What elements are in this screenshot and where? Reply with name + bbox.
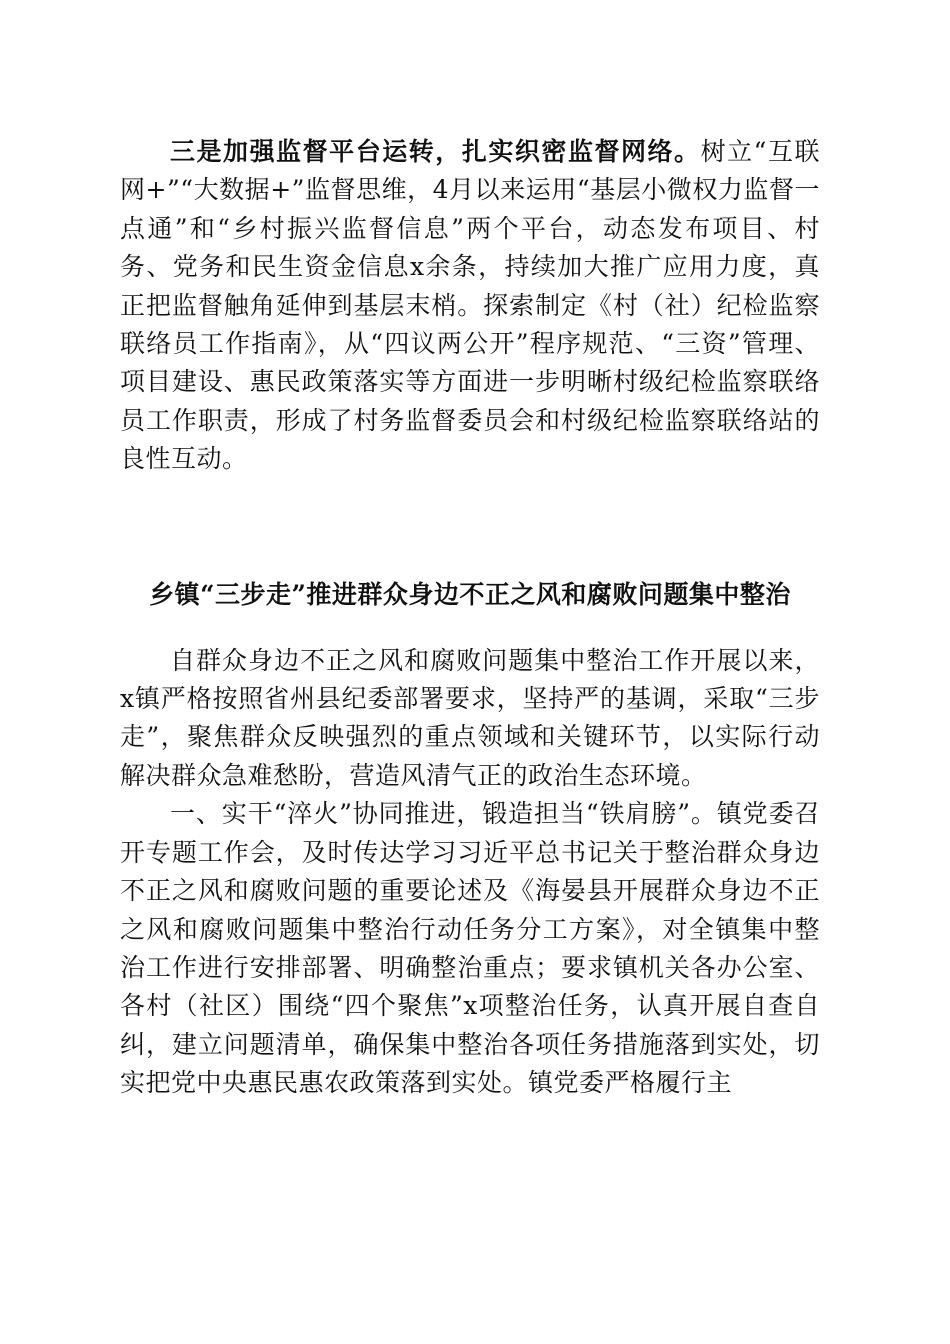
paragraph-intro: 自群众身边不正之风和腐败问题集中整治工作开展以来，x镇严格按照省州县纪委部署要求，坚持严的基调，采取“三步走”，聚焦群众反映强烈的重点领域和关键环节，以实际行动解决群众急难愁盼，营造风清气正的政治生态环境。 <box>120 645 820 790</box>
paragraph-lead-bold: 三是加强监督平台运转，扎实织密监督网络。 <box>170 137 701 166</box>
paragraph-point-one: 一、实干“淬火”协同推进，锻造担当“铁肩膀”。镇党委召开专题工作会，及时传达学习习近平总书记关于整治群众身边不正之风和腐败问题的重要论述及《海晏县开展群众身边不正之风和腐败问题集中整治行动任务分工方案》，对全镇集中整治工作进行安排部署、明确整治重点；要求镇机关各办公室、各村（社区）围绕“四个聚焦”x项整治任务，认真开展自查自纠，建立问题清单，确保集中整治各项任务措施落到实处，切实把党中央惠民惠农政策落到实处。镇党委严格履行主 <box>120 799 820 1098</box>
paragraph-platform-supervision <box>120 133 820 479</box>
paragraph-body: 树立“互联网+”“大数据+”监督思维，4月以来运用“基层小微权力监督一点通”和“乡村振兴监督信息”两个平台，动态发布项目、村务、党务和民生资金信息x余条，持续加大推广应用力度，真正把监督触角延伸到基层末梢。探索制定《村（社）纪检监察联络员工作指南》，从“四议两公开”程序规范、“三资”管理、项目建设、惠民政策落实等方面进一步明晰村级纪检监察联络员工作职责，形成了村务监督委员会和村级纪检监察联络站的良性互动。 <box>120 137 820 474</box>
article-title: 乡镇“三步走”推进群众身边不正之风和腐败问题集中整治 <box>149 579 791 609</box>
document-page <box>120 133 820 1103</box>
